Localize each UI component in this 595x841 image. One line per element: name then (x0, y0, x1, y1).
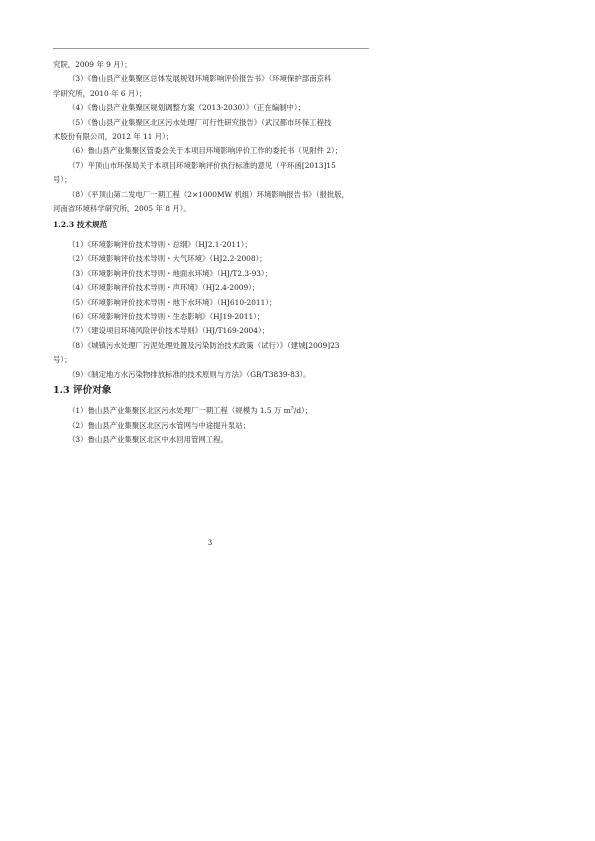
assessment-object-line (53, 404, 553, 418)
reference-line: 学研究所，2010 年 6 月）； (53, 88, 147, 98)
standard-line: （3）《环境影响评价技术导则・地面水环境》（HJ/T2.3-93）； (68, 268, 273, 278)
section-heading-1-3: 1.3 评价对象 (53, 384, 112, 396)
reference-line: （8）《平顶山第二发电厂一期工程（2×1000MW 机组）环境影响报告书》（报批版， (68, 189, 350, 199)
assessment-object-line: （2）鲁山县产业集聚区北区污水管网与中途提升泵站； (68, 420, 251, 430)
reference-line: （5）《鲁山县产业集聚区北区污水处理厂可行性研究报告》（武汉都市环保工程技 (68, 117, 332, 127)
reference-line: （7）平顶山市环保局关于本项目环境影响评价执行标准的意见（平环函[2013]15 (68, 160, 336, 170)
standard-line: （4）《环境影响评价技术导则・声环境》（HJ2.4-2009）； (68, 283, 260, 293)
document-body (53, 58, 553, 448)
assessment-object-text: （1）鲁山县产业集聚区北区污水处理厂一期工程（规模为 1.5 万 m (68, 406, 291, 416)
standard-line: （8）《城镇污水处理厂污泥处理处置及污染防治技术政策（试行）》（建城[2009]23 (68, 340, 340, 350)
standard-line: （5）《环境影响评价技术导则・地下水环境》（HJ610-2011）； (68, 297, 277, 307)
standard-line: （9）《制定地方水污染物排放标准的技术原则与方法》（GB/T3839-83）。 (68, 369, 311, 379)
standard-line: （6）《环境影响评价技术导则・生态影响》（HJ19-2011）； (68, 311, 265, 321)
standard-line: （7）《建设项目环境风险评价技术导则》（HJ/T169-2004）； (68, 326, 270, 336)
header-rule (53, 48, 369, 49)
reference-line: （3）《鲁山县产业集聚区总体发展规划环境影响评价报告书》（环境保护部南京科 (68, 74, 332, 84)
assessment-object-text-end: /d）； (293, 406, 313, 416)
reference-line: （4）《鲁山县产业集聚区规划调整方案（2013-2030）》（正在编制中）； (68, 103, 305, 113)
reference-line: （6）鲁山县产业集聚区管委会关于本项目环境影响评价工作的委托书（见附件 2）； (68, 146, 343, 156)
reference-line: 河南省环境科学研究所，2005 年 8 月）。 (53, 204, 191, 214)
reference-line: 究院，2009 年 9 月）； (53, 60, 132, 69)
standard-line: （2）《环境影响评价技术导则・大气环境》（HJ2.2-2008）； (68, 254, 267, 264)
page-number: 3 (207, 539, 213, 547)
standard-line: 号）； (53, 355, 72, 365)
reference-line: 术股份有限公司，2012 年 11 月）； (53, 132, 174, 142)
standard-line: （1）《环境影响评价技术导则・总纲》（HJ2.1-2011）； (68, 239, 252, 249)
reference-line: 号）； (53, 175, 72, 185)
superscript-three: 3 (290, 405, 294, 412)
section-heading-1-2-3: 1.2.3 技术规范 (53, 220, 108, 230)
assessment-object-line: （3）鲁山县产业集聚区北区中水回用管网工程。 (68, 435, 228, 445)
